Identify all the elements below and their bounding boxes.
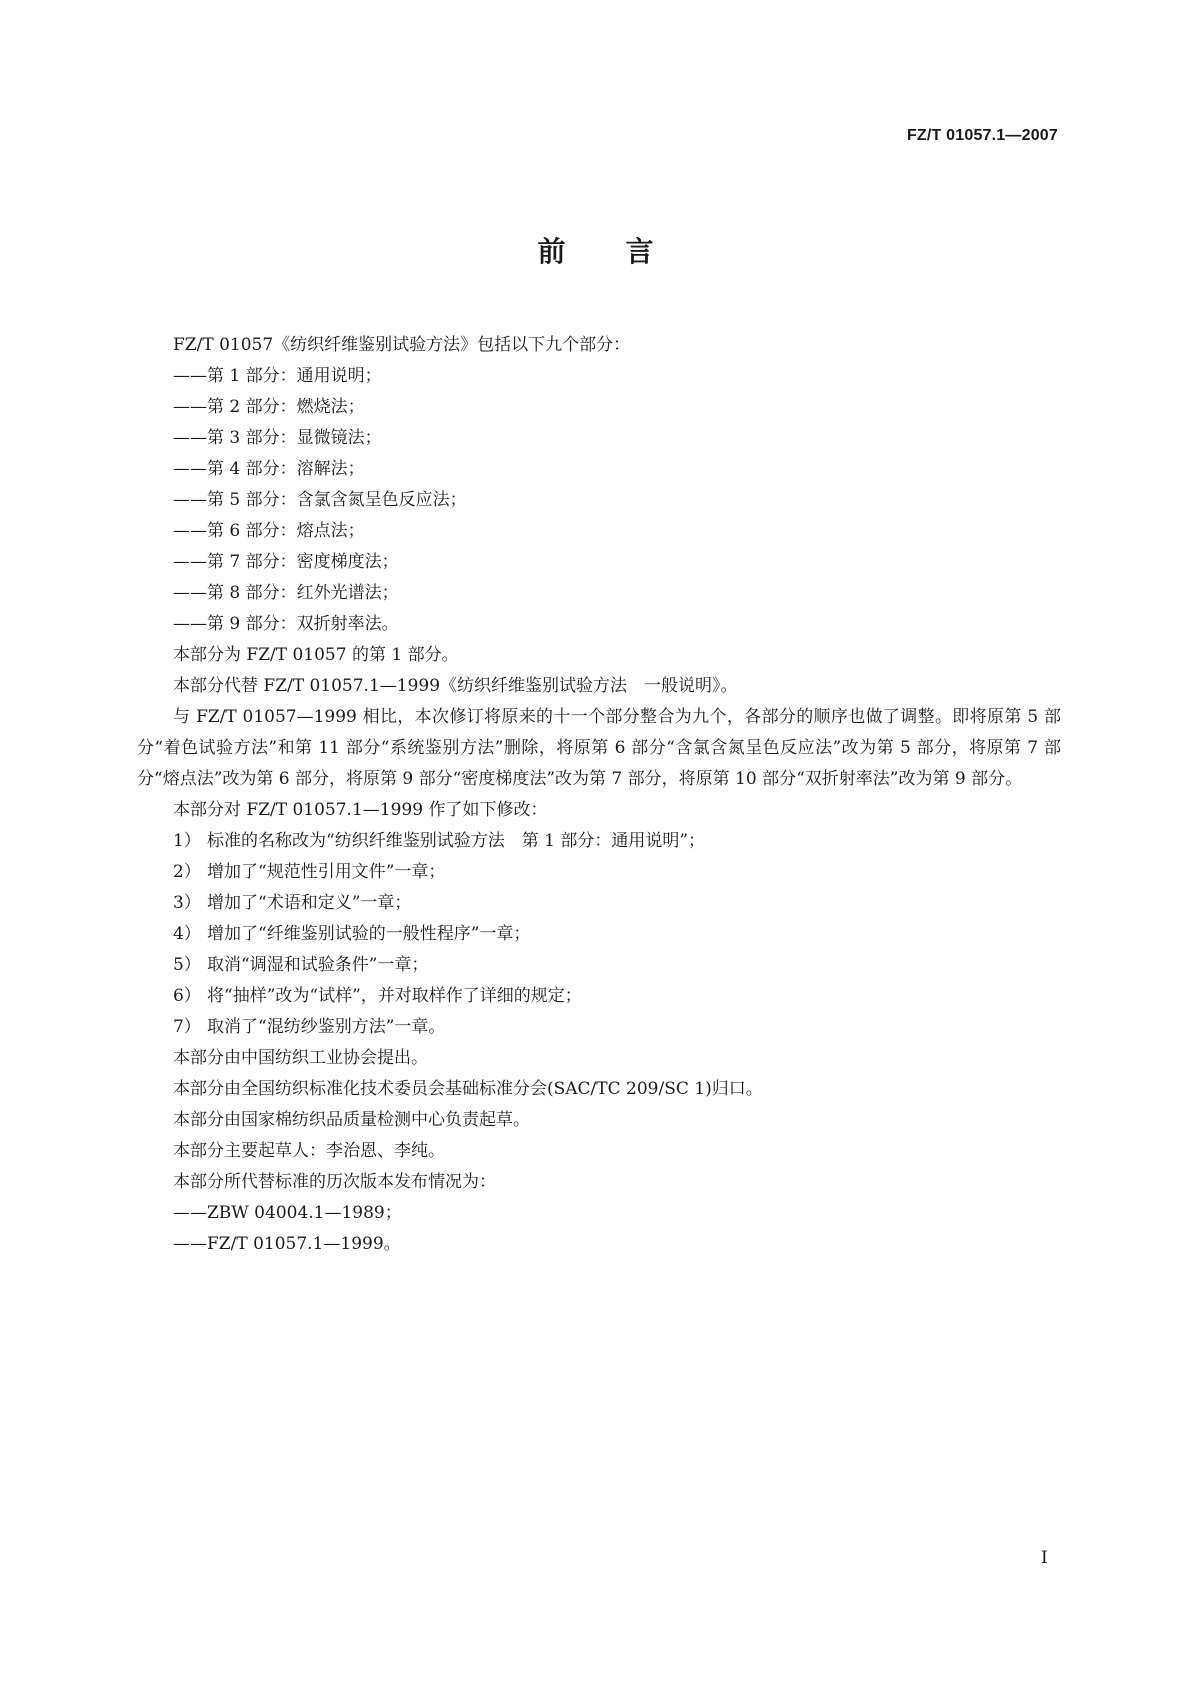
page-title: 前言	[537, 235, 714, 268]
change-item	[137, 981, 1061, 1012]
change-text: 取消了“混纺纱鉴别方法”一章。	[207, 1017, 446, 1037]
change-text: 增加了“规范性引用文件”一章；	[207, 862, 446, 882]
intro-paragraph: FZ/T 01057《纺织纤维鉴别试验方法》包括以下九个部分：	[173, 335, 631, 355]
change-item	[137, 857, 1061, 888]
change-number: 3）	[173, 893, 201, 913]
list-item: ——第 6 部分：熔点法；	[173, 521, 365, 541]
foreword-body	[137, 330, 1061, 1260]
change-number: 7）	[173, 1017, 201, 1037]
history-item: ——FZ/T 01057.1—1999。	[173, 1234, 401, 1254]
change-number: 2）	[173, 862, 201, 882]
change-item	[137, 826, 1061, 857]
list-item: ——第 3 部分：显微镜法；	[173, 428, 382, 448]
this-part-paragraph: 本部分为 FZ/T 01057 的第 1 部分。	[173, 645, 459, 665]
list-item: ——第 1 部分：通用说明；	[173, 366, 382, 386]
change-item	[137, 919, 1061, 950]
centralized-by-paragraph: 本部分由全国纺织标准化技术委员会基础标准分会(SAC/TC 209/SC 1)归口。	[173, 1079, 763, 1099]
list-item: ——第 9 部分：双折射率法。	[173, 614, 399, 634]
change-text: 增加了“纤维鉴别试验的一般性程序”一章；	[207, 924, 531, 944]
list-item: ——第 2 部分：燃烧法；	[173, 397, 365, 417]
list-item: ——第 5 部分：含氯含氮呈色反应法；	[173, 490, 467, 510]
list-item: ——第 4 部分：溶解法；	[173, 459, 365, 479]
comparison-paragraph: 与 FZ/T 01057—1999 相比，本次修订将原来的十一个部分整合为九个，各部分的顺序也做了调整。即将原第 5 部分“着色试验方法”和第 11 部分“系统鉴别方法”删除，将原第 6 部分“含氯含氮呈色反应法”改为第 5 部分，将原第 7 部分“熔点法”改为第 6 部分，将原第 9 部分“密度梯度法”改为第 7 部分，将原第 10 部分“双折射率法”改为第 9 部分。	[137, 707, 1061, 789]
change-number: 4）	[173, 924, 201, 944]
change-text: 取消“调湿和试验条件”一章；	[207, 955, 429, 975]
change-item	[137, 950, 1061, 981]
list-item: ——第 8 部分：红外光谱法；	[173, 583, 399, 603]
change-number: 5）	[173, 955, 201, 975]
drafted-by-paragraph: 本部分由国家棉纺织品质量检测中心负责起草。	[173, 1110, 530, 1130]
standard-code: FZ/T 01057.1—2007	[906, 127, 1058, 144]
changes-intro-paragraph: 本部分对 FZ/T 01057.1—1999 作了如下修改：	[173, 800, 548, 820]
change-number: 6）	[173, 986, 201, 1006]
drafters-paragraph: 本部分主要起草人：李治恩、李纯。	[173, 1141, 445, 1161]
proposed-by-paragraph: 本部分由中国纺织工业协会提出。	[173, 1048, 428, 1068]
change-number: 1）	[173, 831, 201, 851]
history-intro-paragraph: 本部分所代替标准的历次版本发布情况为：	[173, 1172, 496, 1192]
change-text: 将“抽样”改为“试样”，并对取样作了详细的规定；	[207, 986, 582, 1006]
change-text: 增加了“术语和定义”一章；	[207, 893, 412, 913]
change-item	[137, 888, 1061, 919]
page-number: I	[1041, 1548, 1048, 1568]
replaces-paragraph: 本部分代替 FZ/T 01057.1—1999《纺织纤维鉴别试验方法 一般说明》。	[173, 676, 738, 696]
change-item	[137, 1012, 1061, 1043]
history-item: ——ZBW 04004.1—1989；	[173, 1203, 402, 1223]
change-text: 标准的名称改为“纺织纤维鉴别试验方法 第 1 部分：通用说明”；	[207, 831, 706, 851]
list-item: ——第 7 部分：密度梯度法；	[173, 552, 399, 572]
